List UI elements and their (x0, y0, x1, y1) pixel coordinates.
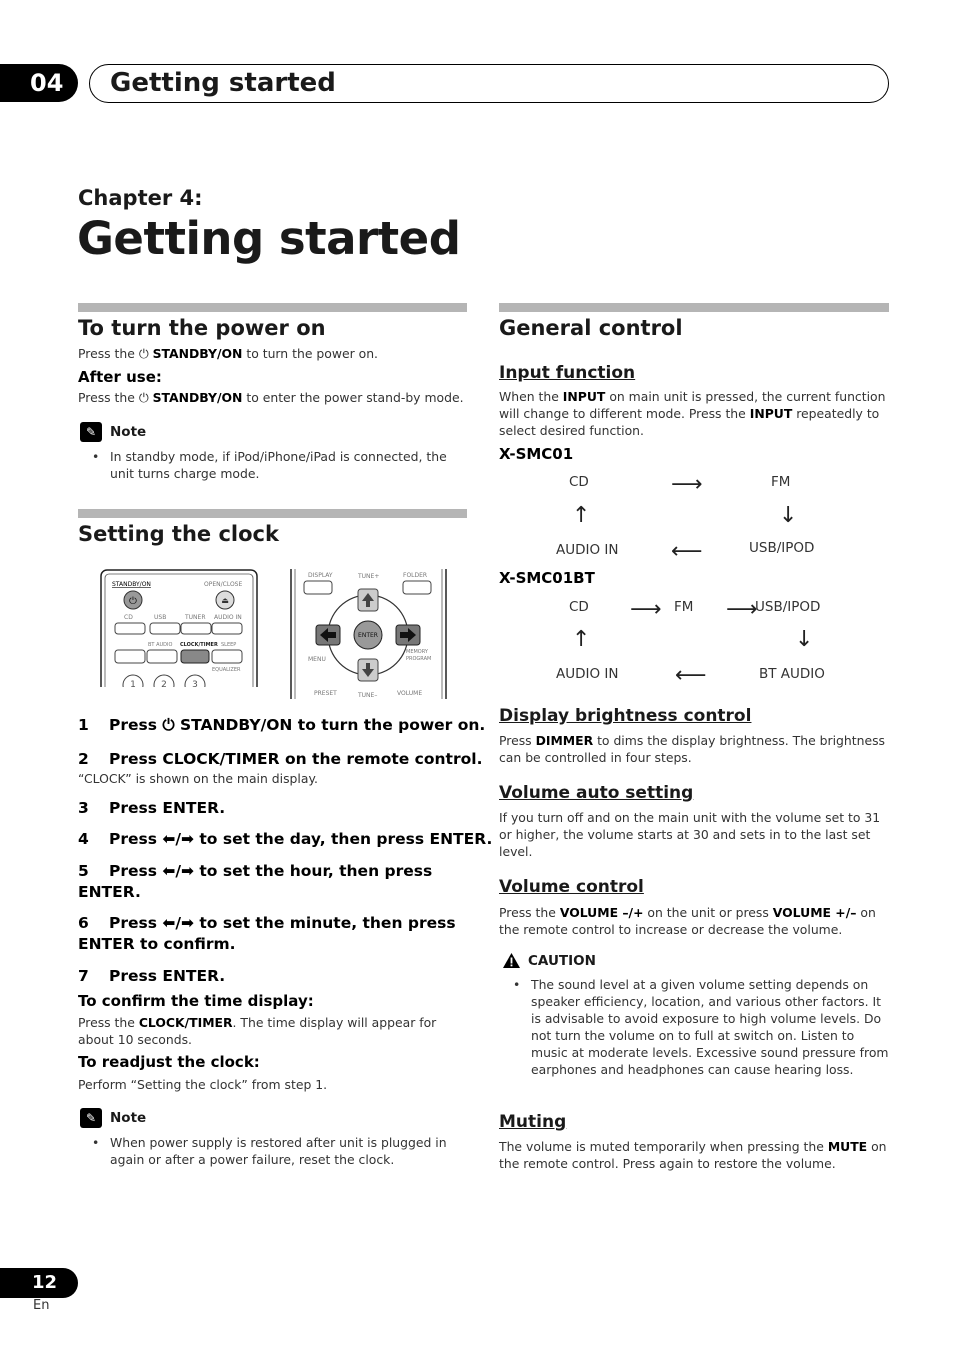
remote-label-cd: CD (124, 614, 133, 621)
clock-section-title: Setting the clock (78, 522, 279, 546)
input-function-text: When the INPUT on main unit is pressed, the current function will change to different mode. Press the INPUT repeatedly to select desired function. (499, 389, 886, 438)
power-icon: ⏻ (138, 346, 153, 361)
clock-step-7: 7 Press ENTER. (78, 967, 226, 985)
remote-label-enter: ENTER (358, 632, 378, 639)
confirm-title: To confirm the time display: (78, 992, 314, 1010)
remote-label-clock-timer: CLOCK/TIMER (180, 642, 218, 648)
remote-label-memory: MEMORY (406, 649, 428, 655)
clock-step-2: 2 Press CLOCK/TIMER on the remote control. (78, 750, 483, 768)
volume-control-title: Volume control (499, 877, 644, 897)
flow1-usb: USB/IPOD (749, 540, 815, 556)
remote-label-volume: VOLUME (397, 690, 423, 697)
chapter-title: Getting started (77, 212, 461, 265)
remote-label-tune-plus: TUNE+ (358, 573, 380, 580)
flow1-cd: CD (569, 474, 589, 490)
warning-triangle-icon (502, 952, 521, 969)
display-brightness-title: Display brightness control (499, 706, 752, 726)
note-label: Note (110, 424, 147, 440)
confirm-text: Press the CLOCK/TIMER. The time display will appear for about 10 seconds. (78, 1015, 437, 1047)
flow2-cd: CD (569, 599, 589, 615)
down-arrow-icon: ↓ (779, 503, 798, 528)
section-divider (78, 509, 467, 518)
power-icon: ⏻ (138, 390, 153, 405)
flow1-audio-in: AUDIO IN (556, 542, 619, 558)
clock-note-text: • When power supply is restored after unit is plugged in again or after a power failure, reset the clock. (110, 1134, 466, 1168)
power-icon: ⏻ (129, 596, 137, 607)
remote-label-program: PROGRAM (406, 656, 432, 662)
remote-left-illustration (100, 569, 258, 687)
remote-label-open-close: OPEN/CLOSE (204, 581, 243, 588)
eject-icon: ⏏ (221, 596, 229, 605)
after-use-title: After use: (78, 368, 162, 386)
header-title: Getting started (110, 68, 336, 98)
note-pencil-icon: ✎ (80, 422, 102, 442)
readjust-text: Perform “Setting the clock” from step 1. (78, 1077, 328, 1092)
caution-header (502, 952, 596, 969)
volume-auto-text: If you turn off and on the main unit with the volume set to 31 or higher, the volume starts at 30 and sets in to the last set level. (499, 810, 881, 859)
up-arrow-icon: ↑ (572, 627, 591, 652)
clock-step-1: 1 Press ⏻ STANDBY/ON to turn the power on. (78, 716, 486, 734)
right-arrow-icon: ⟶ (671, 472, 703, 497)
chapter-number-badge: 04 (0, 64, 78, 102)
power-note-text: • In standby mode, if iPod/iPhone/iPad is connected, the unit turns charge mode. (110, 448, 466, 482)
remote-label-equalizer: EQUALIZER (212, 667, 241, 673)
note-header (80, 422, 146, 442)
section-divider (78, 303, 467, 312)
remote-label-standby: STANDBY/ON (112, 581, 151, 588)
flow2-audio-in: AUDIO IN (556, 666, 619, 682)
remote-label-audio-in: AUDIO IN (214, 614, 242, 621)
model-1-title: X-SMC01 (499, 445, 574, 463)
clock-step-4: 4 Press ⬅/➡ to set the day, then press ENTER. (78, 830, 493, 848)
flow2-usb: USB/IPOD (755, 599, 821, 615)
chapter-label: Chapter 4: (78, 186, 203, 210)
remote-label-preset: PRESET (314, 690, 337, 697)
input-function-title: Input function (499, 363, 636, 383)
remote-label-tuner: TUNER (185, 614, 206, 621)
page-number: 12 (0, 1268, 78, 1298)
clock-step-6: 6 Press ⬅/➡ to set the minute, then press ENTER to confirm. (78, 914, 456, 953)
up-arrow-icon: ↑ (572, 503, 591, 528)
remote-label-usb: USB (154, 614, 167, 621)
remote-label-tune-minus: TUNE– (358, 692, 378, 699)
volume-auto-title: Volume auto setting (499, 783, 694, 803)
remote-right-illustration (290, 569, 448, 699)
remote-label-num2: 2 (161, 680, 167, 687)
remote-label-menu: MENU (308, 656, 326, 663)
remote-label-bt-audio: BT AUDIO (148, 642, 173, 648)
remote-label-display: DISPLAY (308, 572, 333, 579)
power-section-title: To turn the power on (78, 316, 326, 340)
down-arrow-icon: ↓ (795, 627, 814, 652)
display-brightness-text: Press DIMMER to dims the display brightness. The brightness can be controlled in four steps. (499, 733, 886, 765)
section-divider (499, 303, 889, 312)
right-arrow-icon: ⟶ (726, 597, 758, 622)
general-section-title: General control (499, 316, 683, 340)
muting-title: Muting (499, 1112, 567, 1132)
left-arrow-icon: ⟵ (671, 539, 703, 564)
note-label: Note (110, 1110, 147, 1126)
remote-label-folder: FOLDER (403, 572, 428, 579)
clock-step-2-note: “CLOCK” is shown on the main display. (78, 771, 318, 786)
model-2-title: X-SMC01BT (499, 569, 595, 587)
flow2-fm: FM (674, 599, 694, 615)
clock-step-5: 5 Press ⬅/➡ to set the hour, then press ENTER. (78, 862, 433, 901)
volume-control-text: Press the VOLUME –/+ on the unit or press VOLUME +/– on the remote control to increase or decrease the volume. (499, 905, 876, 937)
remote-label-num3: 3 (192, 680, 198, 687)
after-use-text: Press the ⏻ STANDBY/ON to enter the power stand-by mode. (78, 390, 464, 405)
flow1-fm: FM (771, 474, 791, 490)
clock-step-3: 3 Press ENTER. (78, 799, 226, 817)
left-arrow-icon: ⟵ (675, 663, 707, 688)
right-arrow-icon: ⟶ (630, 597, 662, 622)
remote-label-num1: 1 (130, 680, 136, 687)
flow2-bt-audio: BT AUDIO (759, 666, 825, 682)
remote-label-sleep: SLEEP (221, 642, 237, 648)
note-pencil-icon: ✎ (80, 1108, 102, 1128)
note-header (80, 1108, 146, 1128)
readjust-title: To readjust the clock: (78, 1053, 260, 1071)
muting-text: The volume is muted temporarily when pressing the MUTE on the remote control. Press again to restore the volume. (499, 1139, 887, 1171)
power-instruction: Press the ⏻ STANDBY/ON to turn the power on. (78, 346, 378, 361)
language-code: En (33, 1298, 50, 1313)
caution-text: • The sound level at a given volume setting depends on speaker efficiency, location, and various other factors. It is advisable to avoid exposure to high volume levels. Do not turn the volume on to full at switch on. Listen to music at moderate levels. Excessive sound pressure from earphones and headphones can cause hearing loss. (531, 976, 889, 1078)
caution-label: CAUTION (528, 952, 596, 969)
